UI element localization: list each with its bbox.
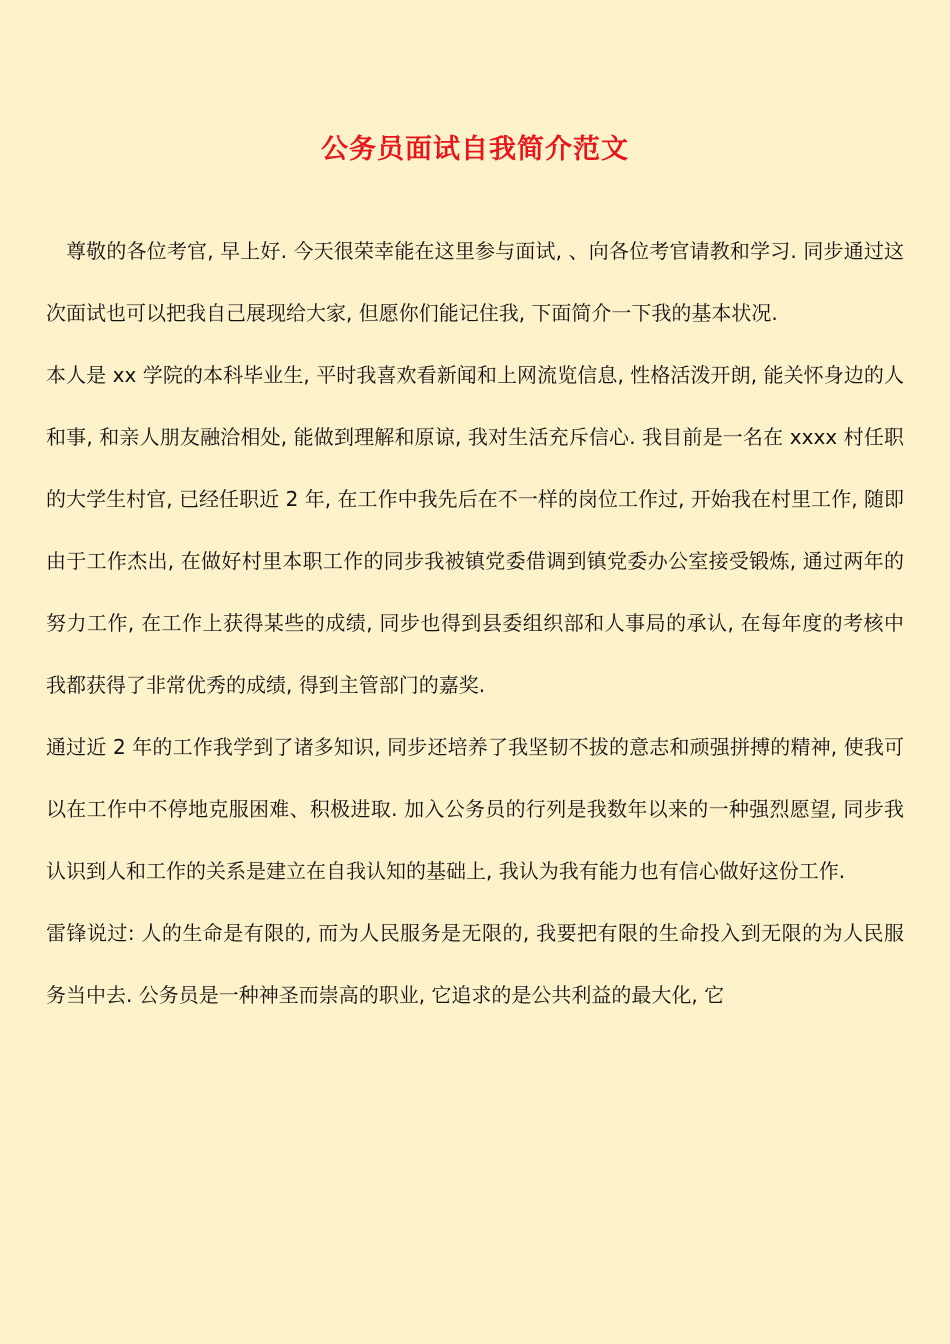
document-title: 公务员面试自我简介范文 (321, 134, 629, 165)
paragraph-background: 本人是 xx 学院的本科毕业生, 平时我喜欢看新闻和上网流览信息, 性格活泼开朗, 能关怀身边的人和事, 和亲人朋友融洽相处, 能做到理解和原谅, 我对生活充斥信心. 我目前是一名在 xxxx 村任职的大学生村官, 已经任职近 2 年, 在工作中我先后在不一样的岗位工作过, 开始我在村里工作, 随即由于工作杰出, 在做好村里本职工作的同步我被镇党委借调到镇党委办公室接受锻炼, 通过两年的努力工作, 在工作上获得某些的成绩, 同步也得到县委组织部和人事局的承认, 在每年度的考核中我都获得了非常优秀的成绩, 得到主管部门的嘉奖. (46, 363, 904, 697)
paragraph-quote: 雷锋说过: 人的生命是有限的, 而为人民服务是无限的, 我要把有限的生命投入到无限的为人民服务当中去. 公务员是一种神圣而崇高的职业, 它追求的是公共利益的最大化, 它 (46, 921, 904, 1007)
paragraph-greeting: 尊敬的各位考官, 早上好. 今天很荣幸能在这里参与面试, 、向各位考官请教和学习. 同步通过这次面试也可以把我自己展现给大家, 但愿你们能记住我, 下面简介一下我的基本状况. (46, 239, 904, 325)
paragraph-motivation: 通过近 2 年的工作我学到了诸多知识, 同步还培养了我坚韧不拔的意志和顽强拼搏的精神, 使我可以在工作中不停地克服困难、积极进取. 加入公务员的行列是我数年以来的一种强烈愿望, 同步我认识到人和工作的关系是建立在自我认知的基础上, 我认为我有能力也有信心做好这份工作. (46, 735, 904, 883)
